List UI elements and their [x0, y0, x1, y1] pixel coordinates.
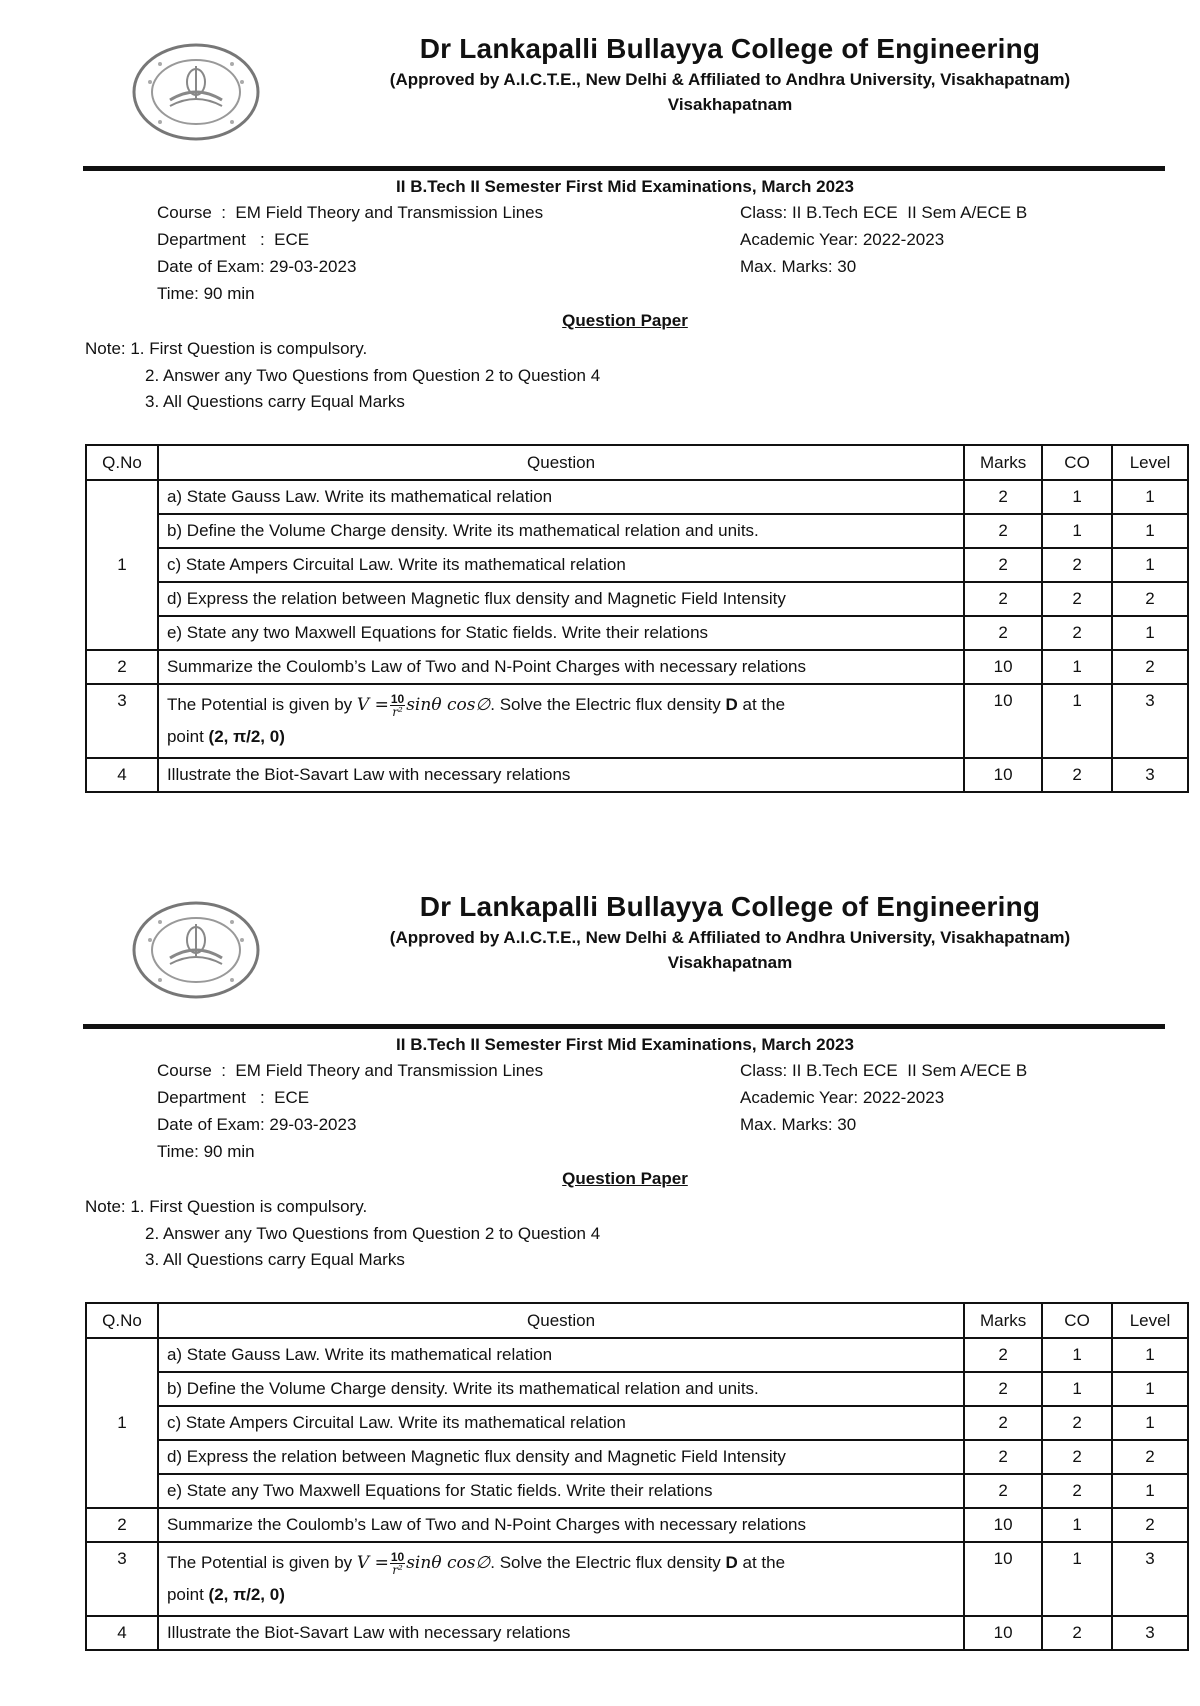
q3-fraction	[390, 1551, 405, 1576]
q3-co: 1	[1042, 1542, 1112, 1616]
table-header-row	[86, 445, 1188, 480]
q4-number: 4	[86, 1616, 158, 1650]
q1a-text: a) State Gauss Law. Write its mathematical relation	[158, 480, 964, 514]
header-divider	[83, 1024, 1165, 1029]
header-co: CO	[1042, 445, 1112, 480]
header-question: Question	[158, 1303, 964, 1338]
header-co: CO	[1042, 1303, 1112, 1338]
q2-text: Summarize the Coulomb’s Law of Two and N-Point Charges with necessary relations	[158, 1508, 964, 1542]
meta-max-marks: Max. Marks: 30	[740, 1115, 857, 1134]
q1e-marks: 2	[964, 1474, 1042, 1508]
q3-suffix1: . Solve the Electric flux density	[490, 1553, 726, 1572]
question-paper-sheet-1	[0, 0, 1200, 848]
q3-level: 3	[1112, 684, 1188, 758]
q1c-marks: 2	[964, 548, 1042, 582]
table-row	[86, 1474, 1188, 1508]
exam-title: II B.Tech II Semester First Mid Examinations, March 2023	[396, 1035, 854, 1054]
q3-fraction-num: 10	[390, 1550, 405, 1565]
header-qno: Q.No	[86, 445, 158, 480]
questions-table	[85, 444, 1189, 793]
q1e-text: e) State any two Maxwell Equations for Static fields. Write their relations	[158, 616, 964, 650]
q2-level: 2	[1112, 650, 1188, 684]
q1c-level: 1	[1112, 548, 1188, 582]
q1d-co: 2	[1042, 582, 1112, 616]
note-line-2: 2. Answer any Two Questions from Question 2 to Question 4	[145, 366, 601, 385]
table-header-row	[86, 1303, 1188, 1338]
questions-table	[85, 1302, 1189, 1651]
header-marks: Marks	[964, 1303, 1042, 1338]
q1d-text: d) Express the relation between Magnetic flux density and Magnetic Field Intensity	[158, 1440, 964, 1474]
q4-text: Illustrate the Biot-Savart Law with necessary relations	[158, 1616, 964, 1650]
q2-co: 1	[1042, 1508, 1112, 1542]
q1d-co: 2	[1042, 1440, 1112, 1474]
q1e-level: 1	[1112, 616, 1188, 650]
q1a-marks: 2	[964, 480, 1042, 514]
header-question: Question	[158, 445, 964, 480]
q3-suffix2: at the	[737, 695, 786, 714]
meta-class: Class: II B.Tech ECE II Sem A/ECE B	[740, 1061, 1028, 1080]
college-approval: (Approved by A.I.C.T.E., New Delhi & Affiliated to Andhra University, Visakhapatnam)	[389, 928, 1071, 947]
q2-marks: 10	[964, 650, 1042, 684]
college-city: Visakhapatnam	[667, 953, 793, 972]
q3-suffix2: at the	[737, 1553, 786, 1572]
table-row	[86, 616, 1188, 650]
q3-prefix: The Potential is given by	[166, 695, 357, 714]
q1b-co: 1	[1042, 514, 1112, 548]
q1d-text: d) Express the relation between Magnetic flux density and Magnetic Field Intensity	[158, 582, 964, 616]
q1e-text: e) State any Two Maxwell Equations for Static fields. Write their relations	[158, 1474, 964, 1508]
q1e-level: 1	[1112, 1474, 1188, 1508]
college-name: Dr Lankapalli Bullayya College of Engineering	[419, 891, 1041, 922]
q1a-level: 1	[1112, 1338, 1188, 1372]
college-seal-logo	[130, 900, 262, 1000]
header-divider	[83, 166, 1165, 171]
q1-number: 1	[86, 480, 158, 650]
table-row	[86, 480, 1188, 514]
note-line-3: 3. All Questions carry Equal Marks	[145, 392, 405, 411]
q3-trig: sinθ cos∅	[406, 695, 491, 715]
q4-level: 3	[1112, 1616, 1188, 1650]
q4-marks: 10	[964, 1616, 1042, 1650]
q1c-co: 2	[1042, 548, 1112, 582]
meta-date: Date of Exam: 29-03-2023	[157, 257, 357, 276]
table-row	[86, 582, 1188, 616]
q4-level: 3	[1112, 758, 1188, 792]
note-line-2: 2. Answer any Two Questions from Question 2 to Question 4	[145, 1224, 601, 1243]
q1a-co: 1	[1042, 1338, 1112, 1372]
header-marks: Marks	[964, 445, 1042, 480]
q3-bold-d: D	[725, 1553, 738, 1572]
college-name: Dr Lankapalli Bullayya College of Engineering	[419, 33, 1041, 64]
table-row	[86, 548, 1188, 582]
q3-fraction-num: 10	[390, 692, 405, 707]
q1a-level: 1	[1112, 480, 1188, 514]
q3-point-prefix: point	[166, 727, 209, 746]
q3-number: 3	[86, 684, 158, 758]
q4-co: 2	[1042, 1616, 1112, 1650]
table-row	[86, 514, 1188, 548]
q4-text: Illustrate the Biot-Savart Law with necessary relations	[158, 758, 964, 792]
college-city: Visakhapatnam	[667, 95, 793, 114]
q3-bold-d: D	[725, 695, 738, 714]
q3-v-eq: V =	[356, 695, 389, 715]
meta-department: Department : ECE	[157, 1088, 310, 1107]
q3-fraction-den: r²	[392, 705, 403, 720]
meta-course: Course : EM Field Theory and Transmission Lines	[157, 1061, 544, 1080]
meta-class: Class: II B.Tech ECE II Sem A/ECE B	[740, 203, 1028, 222]
q3-point-prefix: point	[166, 1585, 209, 1604]
table-row	[86, 1508, 1188, 1542]
table-row	[86, 1440, 1188, 1474]
q3-number: 3	[86, 1542, 158, 1616]
meta-time: Time: 90 min	[157, 284, 255, 303]
q1a-co: 1	[1042, 480, 1112, 514]
q1b-text: b) Define the Volume Charge density. Write its mathematical relation and units.	[158, 514, 964, 548]
meta-max-marks: Max. Marks: 30	[740, 257, 857, 276]
q1d-marks: 2	[964, 1440, 1042, 1474]
note-line-1: Note: 1. First Question is compulsory.	[85, 1197, 368, 1216]
exam-title: II B.Tech II Semester First Mid Examinations, March 2023	[396, 177, 854, 196]
meta-date: Date of Exam: 29-03-2023	[157, 1115, 357, 1134]
q1c-level: 1	[1112, 1406, 1188, 1440]
q2-number: 2	[86, 1508, 158, 1542]
table-row	[86, 1616, 1188, 1650]
q3-marks: 10	[964, 684, 1042, 758]
q1c-text: c) State Ampers Circuital Law. Write its mathematical relation	[158, 1406, 964, 1440]
q2-text: Summarize the Coulomb’s Law of Two and N-Point Charges with necessary relations	[158, 650, 964, 684]
q3-level: 3	[1112, 1542, 1188, 1616]
q4-marks: 10	[964, 758, 1042, 792]
college-seal-logo	[130, 42, 262, 142]
meta-time: Time: 90 min	[157, 1142, 255, 1161]
note-line-3: 3. All Questions carry Equal Marks	[145, 1250, 405, 1269]
note-line-1: Note: 1. First Question is compulsory.	[85, 339, 368, 358]
meta-academic-year: Academic Year: 2022-2023	[740, 230, 945, 249]
q2-number: 2	[86, 650, 158, 684]
meta-course: Course : EM Field Theory and Transmission Lines	[157, 203, 544, 222]
q1b-co: 1	[1042, 1372, 1112, 1406]
table-row	[86, 758, 1188, 792]
q3-trig: sinθ cos∅	[406, 1553, 491, 1573]
q3-v-eq: V =	[356, 1553, 389, 1573]
question-paper-sheet-2	[0, 858, 1200, 1706]
q1d-level: 2	[1112, 582, 1188, 616]
table-row	[86, 650, 1188, 684]
q1b-level: 1	[1112, 1372, 1188, 1406]
q4-co: 2	[1042, 758, 1112, 792]
college-approval: (Approved by A.I.C.T.E., New Delhi & Affiliated to Andhra University, Visakhapatnam)	[389, 70, 1071, 89]
q1b-marks: 2	[964, 1372, 1042, 1406]
table-row	[86, 1338, 1188, 1372]
q1d-marks: 2	[964, 582, 1042, 616]
header-level: Level	[1112, 445, 1188, 480]
q1a-text: a) State Gauss Law. Write its mathematical relation	[158, 1338, 964, 1372]
q3-marks: 10	[964, 1542, 1042, 1616]
q1c-text: c) State Ampers Circuital Law. Write its mathematical relation	[158, 548, 964, 582]
paper-title: Question Paper	[562, 311, 688, 330]
table-row	[86, 1406, 1188, 1440]
q3-point: (2, π/2, 0)	[208, 727, 285, 746]
q2-co: 1	[1042, 650, 1112, 684]
q3-text	[158, 1542, 964, 1616]
q3-fraction	[390, 693, 405, 718]
meta-academic-year: Academic Year: 2022-2023	[740, 1088, 945, 1107]
q1e-co: 2	[1042, 616, 1112, 650]
table-row	[86, 1542, 1188, 1616]
table-row	[86, 1372, 1188, 1406]
table-row	[86, 684, 1188, 758]
q3-point: (2, π/2, 0)	[208, 1585, 285, 1604]
paper-title: Question Paper	[562, 1169, 688, 1188]
q1c-marks: 2	[964, 1406, 1042, 1440]
q2-level: 2	[1112, 1508, 1188, 1542]
q1-number: 1	[86, 1338, 158, 1508]
header-qno: Q.No	[86, 1303, 158, 1338]
q4-number: 4	[86, 758, 158, 792]
q3-co: 1	[1042, 684, 1112, 758]
q3-suffix1: . Solve the Electric flux density	[490, 695, 726, 714]
q1c-co: 2	[1042, 1406, 1112, 1440]
q3-fraction-den: r²	[392, 1563, 403, 1578]
q1b-marks: 2	[964, 514, 1042, 548]
q3-prefix: The Potential is given by	[166, 1553, 357, 1572]
q2-marks: 10	[964, 1508, 1042, 1542]
meta-department: Department : ECE	[157, 230, 310, 249]
q1a-marks: 2	[964, 1338, 1042, 1372]
q1e-co: 2	[1042, 1474, 1112, 1508]
q1d-level: 2	[1112, 1440, 1188, 1474]
q1e-marks: 2	[964, 616, 1042, 650]
q1b-level: 1	[1112, 514, 1188, 548]
q3-text	[158, 684, 964, 758]
header-level: Level	[1112, 1303, 1188, 1338]
q1b-text: b) Define the Volume Charge density. Write its mathematical relation and units.	[158, 1372, 964, 1406]
